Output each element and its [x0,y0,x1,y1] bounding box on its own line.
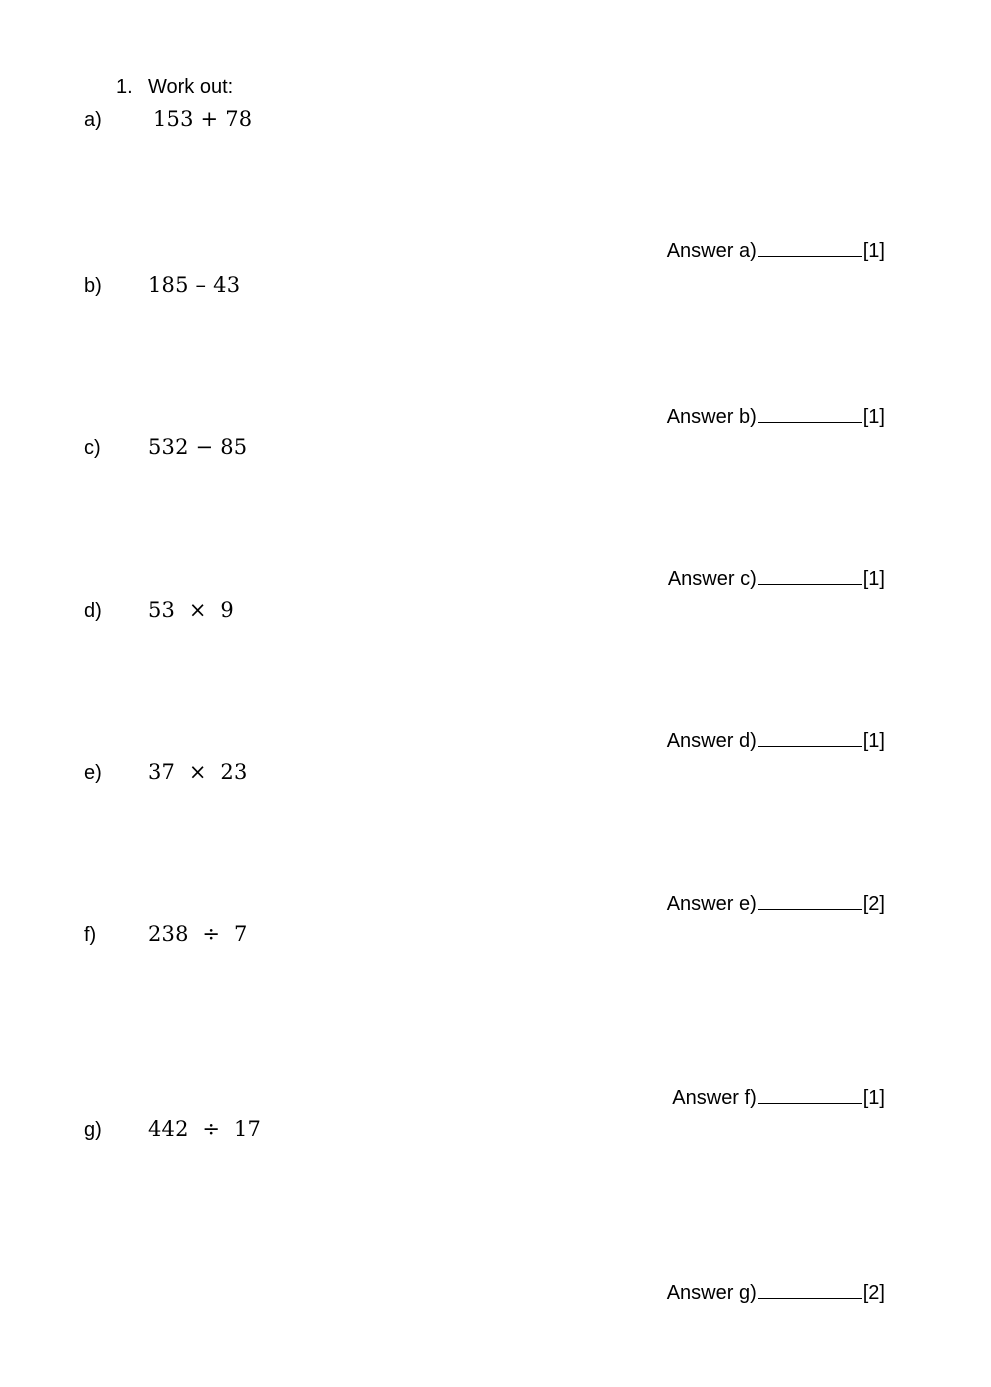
part-label-a: a) [84,109,102,131]
expression-d: 53 × 9 [148,598,234,622]
part-label-g: g) [84,1119,102,1141]
marks-b: [1] [862,406,885,428]
question-number: 1. [116,76,133,98]
part-label-f: f) [84,924,97,946]
answer-blank-b[interactable] [758,404,862,423]
answer-blank-g[interactable] [758,1280,862,1299]
answer-line-a [667,238,885,263]
expression-e: 37 × 23 [148,760,248,784]
answer-blank-a[interactable] [758,238,862,257]
answer-line-g [667,1280,885,1305]
answer-label-a: Answer a) [666,240,757,262]
answer-label-f: Answer f) [672,1087,757,1109]
part-label-e: e) [84,762,102,784]
question-instruction: Work out: [148,76,234,98]
expression-g: 442 ÷ 17 [148,1117,262,1141]
question-heading [116,75,233,99]
answer-blank-d[interactable] [758,728,862,747]
answer-blank-c[interactable] [758,566,862,585]
answer-line-d [667,728,885,753]
marks-g: [2] [862,1282,885,1304]
answer-blank-f[interactable] [758,1085,862,1104]
answer-line-f [672,1085,885,1110]
marks-d: [1] [862,730,885,752]
marks-c: [1] [862,568,885,590]
marks-f: [1] [862,1087,885,1109]
answer-label-e: Answer e) [666,893,757,915]
marks-a: [1] [862,240,885,262]
expression-c: 532 − 85 [148,435,248,459]
part-label-b: b) [84,275,102,297]
answer-label-d: Answer d) [666,730,757,752]
answer-line-e [667,891,885,916]
part-label-d: d) [84,600,102,622]
answer-line-b [667,404,885,429]
expression-a: 153 + 78 [153,107,253,131]
part-label-c: c) [84,437,101,459]
marks-e: [2] [862,893,885,915]
expression-f: 238 ÷ 7 [148,922,248,946]
answer-line-c [668,566,885,591]
answer-label-b: Answer b) [666,406,757,428]
answer-label-g: Answer g) [666,1282,757,1304]
answer-blank-e[interactable] [758,891,862,910]
answer-label-c: Answer c) [667,568,757,590]
expression-b: 185 – 43 [148,273,241,297]
